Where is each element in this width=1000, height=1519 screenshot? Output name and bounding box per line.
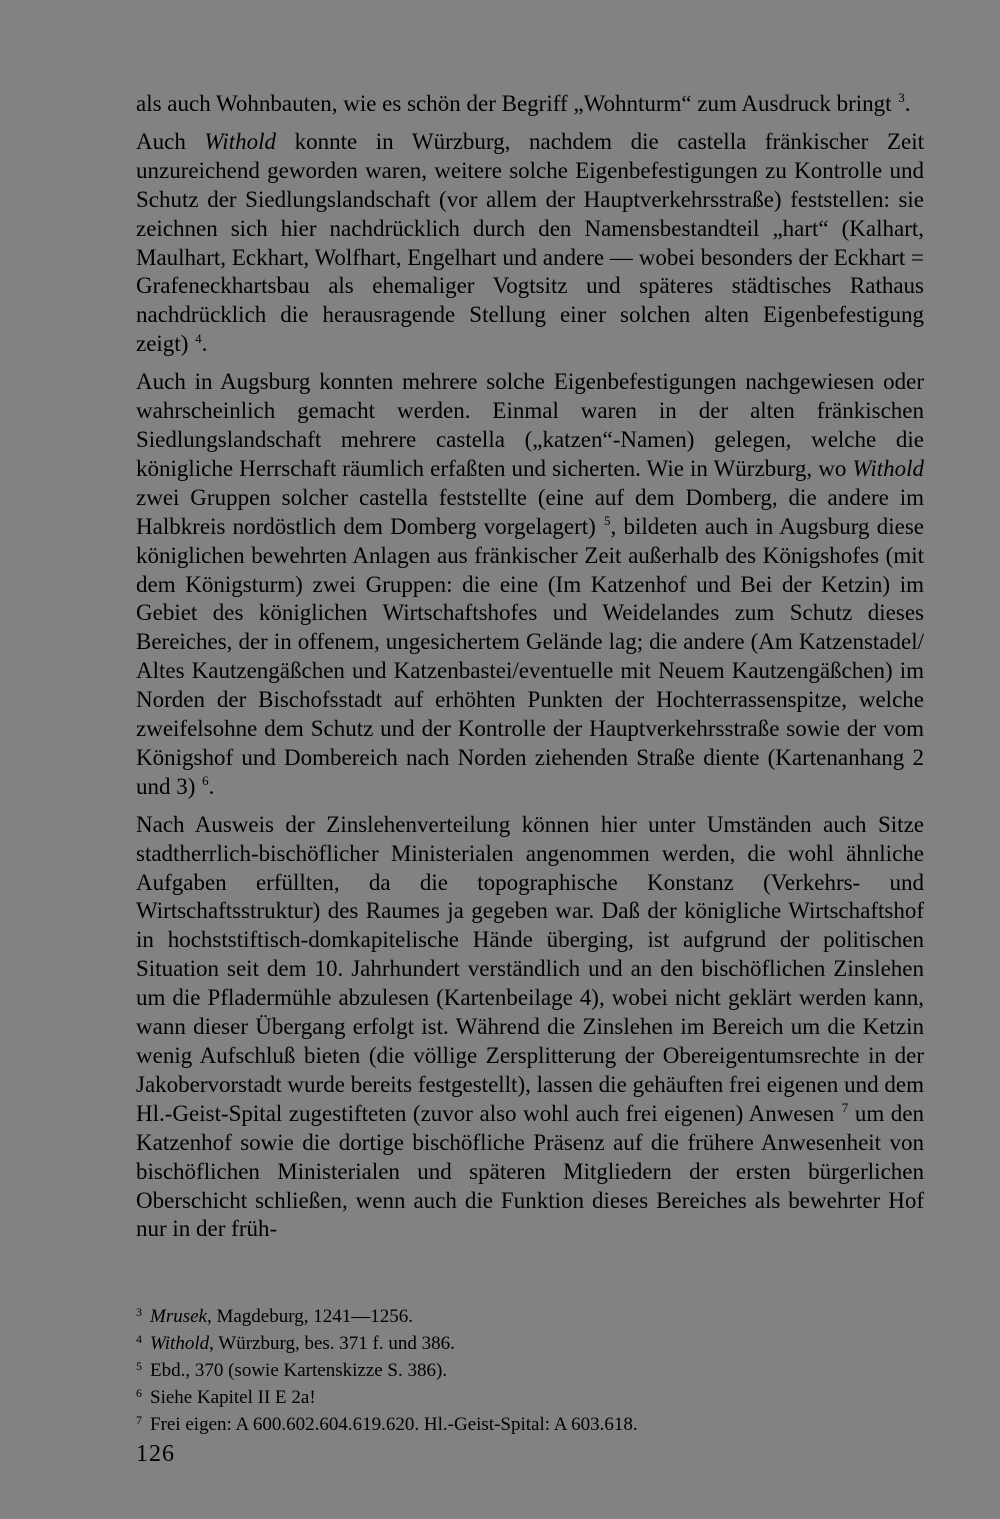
text-run: Frei eigen: A 600.602.604.619.620. Hl.-Geist-Spital: A 603.618. [150,1414,638,1435]
footnote-reference: 5 [604,513,611,529]
paragraph [136,811,924,1245]
footnote-number: 4 [136,1332,142,1346]
text-run: Ebd., 370 (sowie Kartenskizze S. 386). [150,1360,448,1381]
text-run: als auch Wohnbauten, wie es schön der Begriff „Wohnturm“ zum Ausdruck bringt [136,91,898,116]
body-text [136,90,924,1244]
text-run: Auch in Augsburg konnten mehrere solche Eigenbefestigungen nachgewiesen oder wahrscheinlich gemacht werden. Einmal waren in der alten fränkischen Siedlungslandschaft mehrere castella („katzen“-Namen) gelegen, welche die königliche Herrschaft räumlich erfaßten und sicherten. Wie in Würzburg, wo [136,369,924,481]
footnote-number: 7 [136,1413,142,1427]
text-run: . [201,331,208,357]
italic-name: Withold [150,1333,210,1354]
italic-name: Mrusek [150,1306,207,1327]
main-text-column [136,90,924,1244]
text-run: konnte in Würzburg, nachdem die castella fränkischer Zeit unzureichend geworden waren, weitere solche Eigenbefestigungen zu Kontrolle und Schutz der Siedlungslandschaft (vor allem der Hauptverkehrsstraße) feststellen: sie zeichnen sich hier nachdrücklich durch den Namensbestandteil „hart“ (Kalhart, Maulhart, Eckhart, Wolfhart, Engelhart und andere — wobei besonders der Eckhart = Grafeneckhartsbau als ehemaliger Vogtsitz und späteres städtisches Rathaus nachdrücklich die herausragende Stellung einer solchen alten Eigenbefestigung zeigt) [136,128,924,357]
footnote-number: 5 [136,1359,142,1373]
footnote-number: 3 [136,1305,142,1319]
paragraph [136,368,924,802]
footnotes [136,1301,924,1436]
footnote [136,1328,924,1355]
footnote [136,1355,924,1382]
text-run: Siehe Kapitel II E 2a! [150,1387,316,1408]
footnote-reference: 7 [841,1100,849,1116]
italic-name: Withold [204,128,276,154]
footnote-reference: 3 [898,90,905,106]
text-run: , Würzburg, bes. 371 f. und 386. [209,1333,455,1354]
text-run: Nach Ausweis der Zinslehenverteilung können hier unter Umständen auch Sitze stadtherrlich-bischöflicher Ministerialen angenommen werden, die wohl ähnliche Aufgaben erfüllten, da die topographische Konstanz (Verkehrs- und Wirtschaftsstruktur) des Raumes ja gegeben war. Daß der königliche Wirtschaftshof in hochststiftisch-domkapitelische Hände überging, ist aufgrund der politischen Situation seit dem 10. Jahrhundert verständlich und an den bischöflichen Zinslehen um die Pfladermühle abzulesen (Kartenbeilage 4), wobei nicht geklärt werden kann, wann dieser Übergang erfolgt ist. Während die Zinslehen im Bereich um die Ketzin wenig Aufschluß bieten (die völlige Zersplitterung der Obereigentumsrechte in der Jakobervorstadt wurde bereits festgestellt), lassen die gehäuften frei eigenen und dem Hl.-Geist-Spital zugestifteten (zuvor also wohl auch frei eigenen) Anwesen [136,811,924,1126]
footnote [136,1382,924,1409]
text-run: zwei Gruppen solcher castella feststellte (eine auf dem Domberg, die andere im Halbkreis nordöstlich dem Domberg vorgelagert) [136,484,924,539]
page-number: 126 [136,1441,175,1467]
text-run: . [904,91,911,116]
paragraph [136,90,924,119]
paragraph [136,128,924,359]
italic-name: Withold [852,455,924,481]
footnote-reference: 6 [202,773,209,789]
text-run: . [208,773,215,799]
footnote-reference: 4 [195,330,202,346]
footnote [136,1409,924,1436]
text-run: , bildeten auch in Augsburg diese königlichen bewehrten Anlagen aus fränkischer Zeit außerhalb des Königshofes (mit dem Königsturm) zwei Gruppen: die eine (Im Katzenhof und Bei der Ketzin) im Gebiet des königlichen Wirtschaftshofes und Weidelandes zum Schutz dieses Bereiches, der in offenem, ungesichertem Gelände lag; die andere (Am Katzenstadel/ Altes Kautzengäßchen und Katzenbastei/eventuelle mit Neuem Kautzengäßchen) im Norden der Bischofsstadt auf erhöhten Punkten der Hochterrassenspitze, welche zweifelsohne dem Schutz und der Kontrolle der Hauptverkehrsstraße sowie der vom Königshof und Dombereich nach Norden ziehenden Straße diente (Kartenanhang 2 und 3) [136,513,925,799]
footnote-number: 6 [136,1386,142,1400]
text-run: um den Katzenhof sowie die dortige bischöfliche Präsenz auf die frühere Anwesenheit von bischöflichen Ministerialen und späteren Mitgliedern der ersten bürgerlichen Oberschicht schließen, wenn auch die Funktion dieses Bereiches als bewehrter Hof nur in der früh- [136,1100,924,1242]
text-run: Auch [136,128,205,154]
footnote [136,1301,924,1328]
text-run: , Magdeburg, 1241—1256. [206,1306,413,1327]
